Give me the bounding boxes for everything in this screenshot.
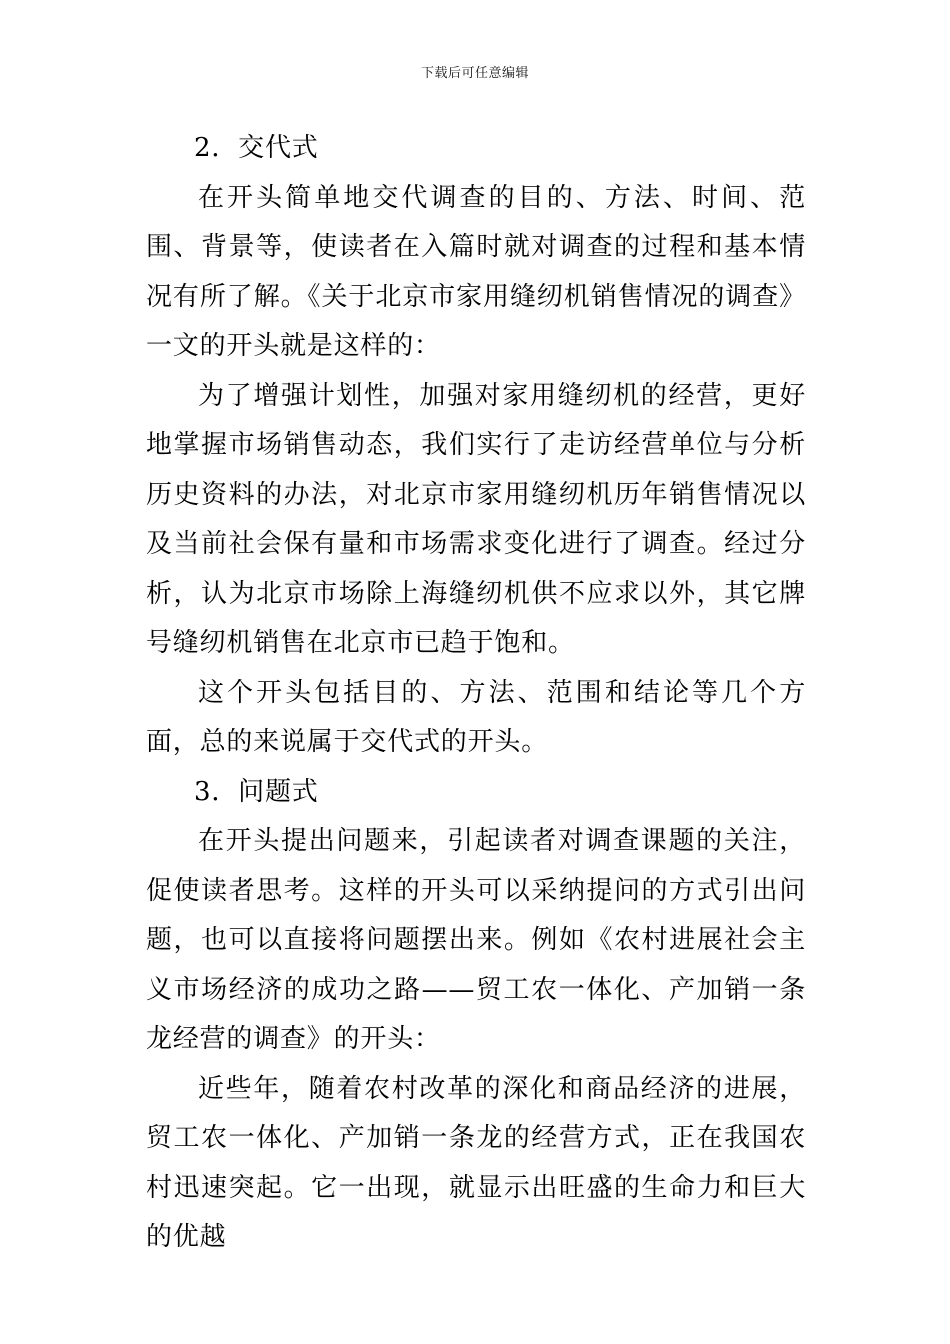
paragraph: 在开头提出问题来，引起读者对调查课题的关注，促使读者思考。这样的开头可以采纳提问的方式引出问题，也可以直接将问题摆出来。例如《农村进展社会主义市场经济的成功之路——贸工农一体化、产加销一条龙经营的调查》的开头： xyxy=(146,826,806,1054)
page-header: 下载后可任意编辑 xyxy=(420,66,529,81)
quoted-paragraph: 近些年，随着农村改革的深化和商品经济的进展，贸工农一体化、产加销一条龙的经营方式，正在我国农村迅速突起。它一出现，就显示出旺盛的生命力和巨大的优越 xyxy=(146,1073,806,1252)
section-heading: 2．交代式 xyxy=(194,133,319,163)
document-body xyxy=(146,124,806,1263)
quoted-paragraph: 为了增强计划性，加强对家用缝纫机的经营，更好地掌握市场销售动态，我们实行了走访经营单位与分析历史资料的办法，对北京市家用缝纫机历年销售情况以及当前社会保有量和市场需求变化进行了调查。经过分析，认为北京市场除上海缝纫机供不应求以外，其它牌号缝纫机销售在北京市已趋于饱和。 xyxy=(146,380,806,658)
paragraph: 这个开头包括目的、方法、范围和结论等几个方面，总的来说属于交代式的开头。 xyxy=(146,677,806,757)
section-heading: 3．问题式 xyxy=(194,776,319,807)
paragraph: 在开头简单地交代调查的目的、方法、时间、范围、背景等，使读者在入篇时就对调查的过程和基本情况有所了解。《关于北京市家用缝纫机销售情况的调查》一文的开头就是这样的： xyxy=(146,182,806,361)
